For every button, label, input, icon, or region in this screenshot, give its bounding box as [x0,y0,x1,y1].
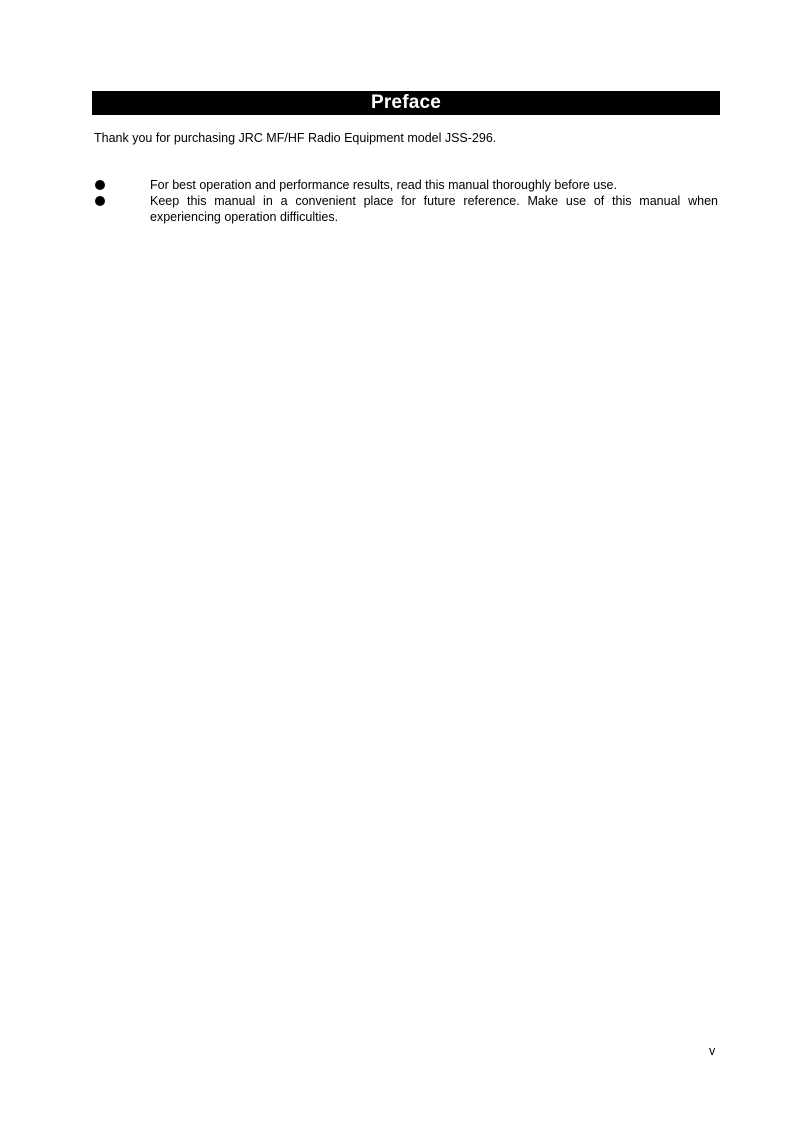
page-title: Preface [370,92,442,113]
list-item-text: For best operation and performance results, read this manual thoroughly before use. [150,178,617,192]
page-number: v [709,1044,716,1058]
intro-text: Thank you for purchasing JRC MF/HF Radio Equipment model JSS-296. [94,131,497,145]
title-bar [92,91,720,115]
bullet-icon [95,180,105,190]
list-item [94,177,718,193]
bullet-list [94,177,718,225]
list-item [94,193,718,225]
bullet-icon [95,196,105,206]
list-item-text: Keep this manual in a convenient place for future reference. Make use of this manual when experiencing operation difficulties. [150,194,718,224]
